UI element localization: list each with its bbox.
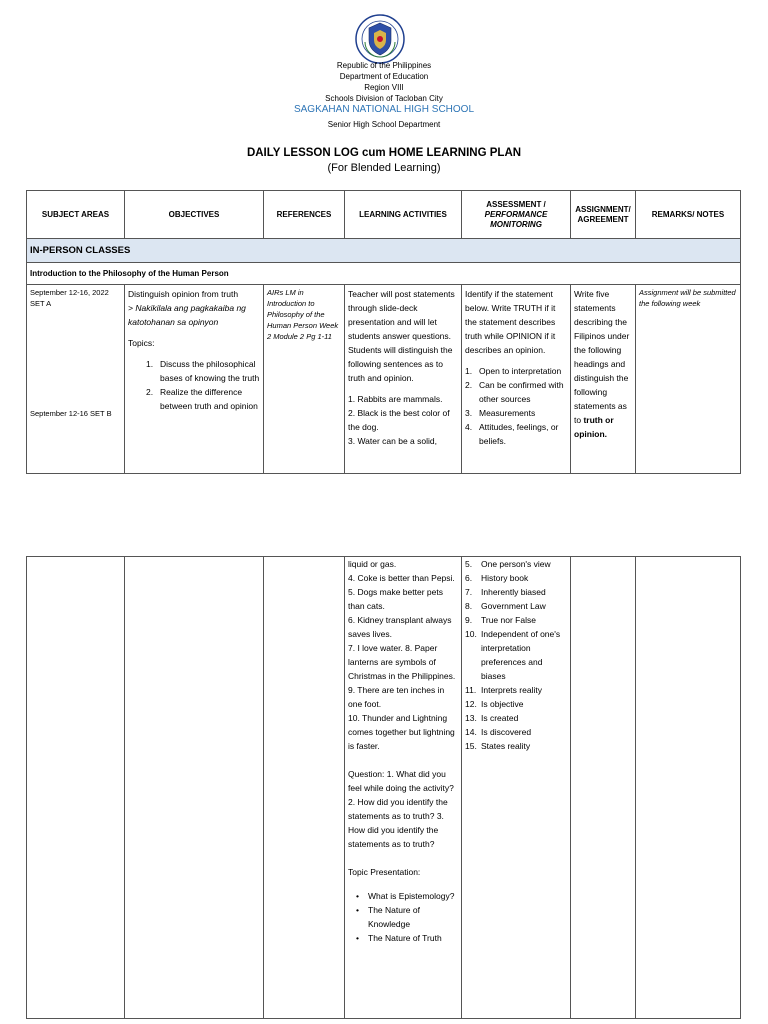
objective-main: Distinguish opinion from truth	[128, 289, 239, 299]
objectives-cell	[125, 285, 264, 474]
topic-presentation-item: • The Nature of Knowledge	[352, 903, 458, 931]
header-remarks: REMARKS/ NOTES	[636, 191, 741, 239]
date-set-b: September 12-16 SET B	[30, 409, 112, 418]
document-title: DAILY LESSON LOG cum HOME LEARNING PLAN	[246, 147, 522, 159]
assessment-cell-page2	[462, 557, 571, 1019]
header-region: Region VIII	[364, 83, 404, 92]
topic-item: 2. Realize the difference between truth and opinion	[146, 387, 258, 411]
header-division: Schools Division of Tacloban City	[325, 94, 443, 103]
in-person-classes-band: IN-PERSON CLASSES	[27, 239, 741, 263]
activity-statement: 4. Coke is better than Pepsi.	[348, 573, 455, 583]
references-cell: AIRs LM in Introduction to Philosophy of the Human Person Week 2 Module 2 Pg 1-11	[264, 285, 345, 474]
lesson-log-table-page1	[26, 190, 741, 474]
objective-filipino: > Nakikilala ang pagkakaiba ng katotohanan sa opinyon	[128, 303, 246, 327]
header-assessment-line2: PERFORMANCE MONITORING	[484, 209, 548, 229]
assessment-item: 12. Is objective	[465, 699, 524, 709]
assessment-items-page1	[465, 364, 567, 448]
subject-title: Introduction to the Philosophy of the Human Person	[27, 263, 741, 285]
activity-statement: 1. Rabbits are mammals.	[348, 394, 443, 404]
assignment-bold: truth or opinion.	[574, 415, 614, 439]
topics-list	[128, 357, 260, 413]
activity-statement: 2. Black is the best color of the dog.	[348, 408, 450, 432]
header-learning-activities: LEARNING ACTIVITIES	[345, 191, 462, 239]
assessment-cell-page1	[462, 285, 571, 474]
activity-statement: 9. There are ten inches in one foot.	[348, 685, 445, 709]
activities-intro: Teacher will post statements through slide-deck presentation and will let students answer questions. Students will distinguish the following sentences as to truth and opinion.	[348, 289, 455, 383]
school-name: SAGKAHAN NATIONAL HIGH SCHOOL	[293, 104, 475, 115]
objectives-cell-continued	[125, 557, 264, 1019]
assessment-item: 13. Is created	[465, 713, 519, 723]
assessment-item: 11. Interprets reality	[465, 685, 542, 695]
assessment-item: 2. Can be confirmed with other sources	[465, 380, 564, 404]
header-objectives: OBJECTIVES	[125, 191, 264, 239]
assessment-item: 7. Inherently biased	[465, 587, 546, 597]
activity-statement: 3. Water can be a solid,	[348, 436, 437, 446]
assessment-item: 10. Independent of one's interpretation preferences and biases	[465, 629, 561, 681]
topic-item: 1. Discuss the philosophical bases of knowing the truth	[146, 359, 260, 383]
activity-question: Question: 1. What did you feel while doing the activity? 2. How did you identify the statements as to truth? 3. How did you identify the statements as to truth?	[348, 769, 454, 849]
topics-label: Topics:	[128, 338, 155, 348]
assessment-item: 5. One person's view	[465, 559, 551, 569]
header-assessment-line1: ASSESSMENT /	[486, 199, 546, 209]
activities-cell-page1	[345, 285, 462, 474]
assessment-item: 15. States reality	[465, 741, 531, 751]
activity-statement: liquid or gas.	[348, 559, 397, 569]
remarks-cell-continued	[636, 557, 741, 1019]
deped-seal-logo	[355, 14, 405, 64]
assessment-item: 1. Open to interpretation	[465, 366, 562, 376]
topic-presentation-item: • What is Epistemology?	[352, 889, 458, 903]
header-republic: Republic of the Philippines	[336, 61, 432, 70]
header-assessment	[462, 191, 571, 239]
topic-presentation-label: Topic Presentation:	[348, 867, 421, 877]
assessment-items-page2	[465, 557, 567, 753]
activity-statement: 6. Kidney transplant always saves lives.	[348, 615, 452, 639]
activity-statement: 7. I love water. 8. Paper lanterns are symbols of Christmas in the Philippines.	[348, 643, 456, 681]
header-assignment: ASSIGNMENT/ AGREEMENT	[571, 191, 636, 239]
activity-statement: 10. Thunder and Lightning comes together but lightning is faster.	[348, 713, 455, 751]
assessment-item: 3. Measurements	[465, 408, 536, 418]
topic-presentation-item: • The Nature of Truth	[352, 931, 458, 945]
assignment-text: Write five statements describing the Filipinos under the following headings and distinguish the following statements as to	[574, 289, 630, 425]
assessment-item: 9. True nor False	[465, 615, 536, 625]
assessment-item: 8. Government Law	[465, 601, 546, 611]
header-references: REFERENCES	[264, 191, 345, 239]
assessment-item: 14. Is discovered	[465, 727, 532, 737]
remarks-cell: Assignment will be submitted the following week	[636, 285, 741, 474]
date-set-a: September 12-16, 2022 SET A	[30, 288, 109, 308]
date-cell	[27, 285, 125, 474]
assessment-item: 6. History book	[465, 573, 529, 583]
activity-statement: 5. Dogs make better pets than cats.	[348, 587, 443, 611]
date-cell-continued	[27, 557, 125, 1019]
header-department: Department of Education	[339, 72, 429, 81]
activities-cell-page2	[345, 557, 462, 1019]
references-cell-continued	[264, 557, 345, 1019]
assignment-cell	[571, 285, 636, 474]
assessment-instruction: Identify if the statement below. Write TRUTH if it the statement describes truth while OPINION if it describes an opinion.	[465, 289, 556, 355]
header-shs-department: Senior High School Department	[327, 120, 441, 129]
assessment-item: 4. Attitudes, feelings, or beliefs.	[465, 422, 559, 446]
lesson-log-table-page2	[26, 556, 741, 1019]
document-subtitle: (For Blended Learning)	[327, 162, 441, 174]
assignment-cell-continued	[571, 557, 636, 1019]
topic-presentation-list	[348, 889, 458, 945]
header-subject-areas: SUBJECT AREAS	[27, 191, 125, 239]
